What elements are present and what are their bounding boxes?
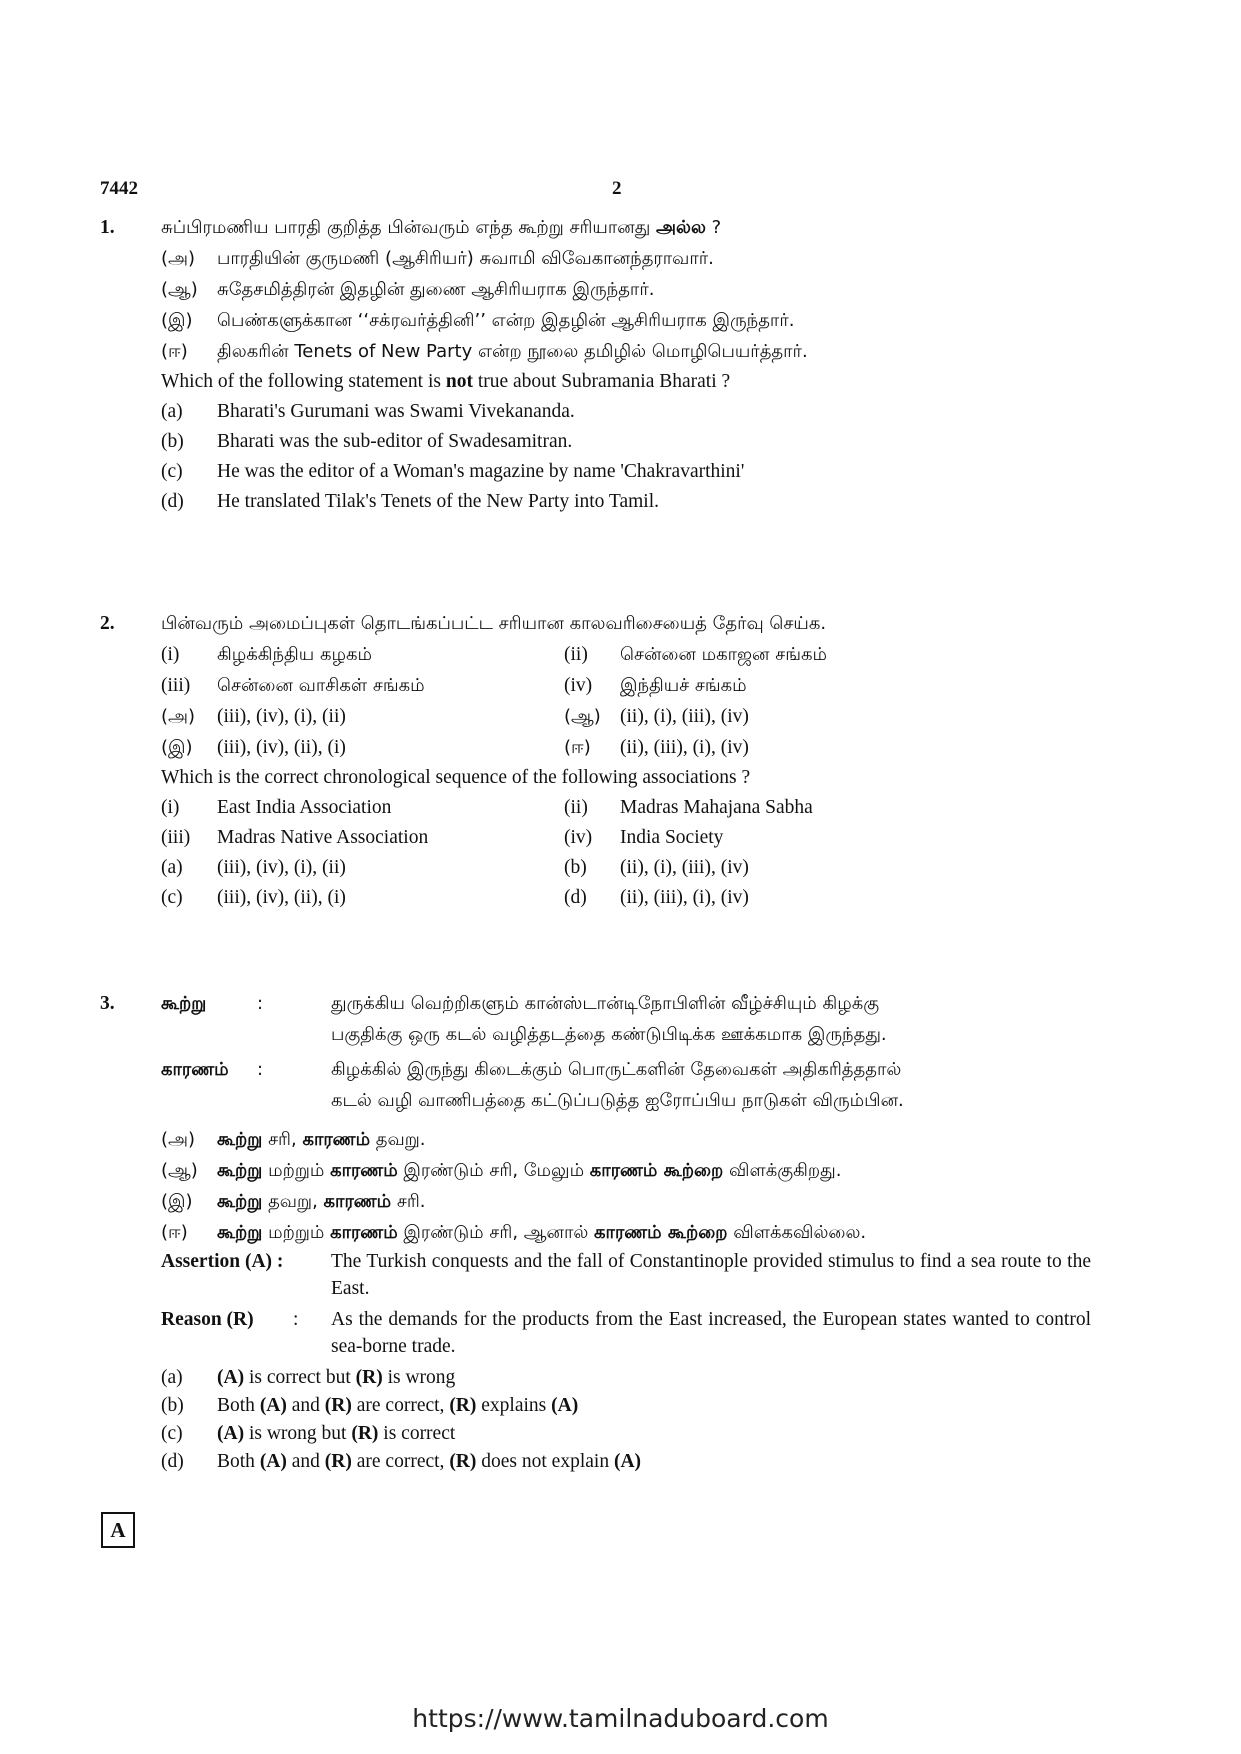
tamil-reason: காரணம் : கிழக்கில் இருந்து கிடைக்கும் பொருட்களின் தேவைகள் அதிகரித்ததால் கடல் வழி வாணிபத்தை கட்டுப்படுத்த ஐரோப்பிய நாடுகள் விரும்பின.	[161, 1059, 904, 1111]
question-body	[161, 608, 1091, 913]
tamil-assertion: கூற்று : துருக்கிய வெற்றிகளும் கான்ஸ்டான்டிநோபிளின் வீழ்ச்சியும் கிழக்கு பகுதிக்கு ஒரு கடல் வழித்தடத்தை கண்டுபிடிக்க ஊக்கமாக இருந்தது.	[161, 993, 887, 1045]
tamil-option[interactable]: (இ) கூற்று தவறு, காரணம் சரி.	[161, 1191, 426, 1212]
tamil-item-row: (i) கிழக்கிந்திய கழகம் (ii) சென்னை மகாஜன சங்கம்	[161, 644, 827, 665]
tamil-question: பின்வரும் அமைப்புகள் தொடங்கப்பட்ட சரியான காலவரிசையைத் தேர்வு செய்க.	[161, 613, 827, 634]
tamil-option[interactable]: (இ) (iii), (iv), (ii), (i)	[161, 737, 346, 758]
paper-code: 7442	[100, 178, 138, 199]
english-option[interactable]: (b) Both (A) and (R) are correct, (R) explains (A)	[161, 1395, 579, 1416]
tamil-option[interactable]: (அ) பாரதியின் குருமணி (ஆசிரியர்) சுவாமி விவேகானந்தராவார்.	[161, 248, 714, 269]
question-body	[161, 988, 1091, 1476]
tamil-option[interactable]: (அ) (iii), (iv), (i), (ii)	[161, 706, 346, 727]
tamil-option[interactable]: (ஆ) கூற்று மற்றும் காரணம் இரண்டும் சரி, மேலும் காரணம் கூற்றை விளக்குகிறது.	[161, 1160, 842, 1181]
english-option[interactable]: (c) (A) is wrong but (R) is correct	[161, 1423, 456, 1444]
english-option[interactable]: (c) He was the editor of a Woman's magazine by name 'Chakravarthini'	[161, 461, 745, 482]
english-item-row: (i) East India Association (ii) Madras Mahajana Sabha	[161, 797, 813, 818]
english-option-row	[161, 883, 1091, 913]
english-option[interactable]: (a) (A) is correct but (R) is wrong	[161, 1367, 456, 1388]
english-option-row	[161, 853, 1091, 883]
tamil-option[interactable]: (இ) பெண்களுக்கான ‘‘சக்ரவர்த்தினி’’ என்ற இதழின் ஆசிரியராக இருந்தார்.	[161, 310, 795, 331]
english-option[interactable]: (a) Bharati's Gurumani was Swami Vivekananda.	[161, 401, 575, 422]
english-option[interactable]: (c) (iii), (iv), (ii), (i)	[161, 887, 346, 908]
english-option[interactable]: (d) Both (A) and (R) are correct, (R) does not explain (A)	[161, 1451, 642, 1472]
question-number: 3.	[100, 993, 115, 1014]
tamil-option[interactable]: (ஈ) கூற்று மற்றும் காரணம் இரண்டும் சரி, ஆனால் காரணம் கூற்றை விளக்கவில்லை.	[161, 1222, 867, 1243]
tamil-option[interactable]: (ஈ) திலகரின் Tenets of New Party என்ற நூலை தமிழில் மொழிபெயர்த்தார்.	[161, 341, 808, 362]
tamil-question: சுப்பிரமணிய பாரதி குறித்த பின்வரும் எந்த கூற்று சரியானது அல்ல ?	[161, 217, 722, 238]
tamil-option[interactable]: (அ) கூற்று சரி, காரணம் தவறு.	[161, 1129, 426, 1150]
english-item-row: (iii) Madras Native Association (iv) India Society	[161, 827, 724, 848]
booklet-letter-box: A	[101, 1512, 135, 1548]
english-assertion: Assertion (A) : The Turkish conquests and the fall of Constantinople provided stimulus to find a sea route to the East.	[161, 1251, 1091, 1299]
english-question: Which of the following statement is not true about Subramania Bharati ?	[161, 371, 731, 392]
english-option[interactable]: (b) Bharati was the sub-editor of Swadesamitran.	[161, 431, 573, 452]
tamil-option-row	[161, 701, 1091, 732]
question-number: 1.	[100, 217, 115, 238]
tamil-option-row	[161, 732, 1091, 763]
tamil-option[interactable]: (ஆ) சுதேசமித்திரன் இதழின் துணை ஆசிரியராக இருந்தார்.	[161, 279, 655, 300]
english-option[interactable]: (d) He translated Tilak's Tenets of the New Party into Tamil.	[161, 491, 660, 512]
question-body	[161, 212, 1091, 517]
english-question: Which is the correct chronological sequence of the following associations ?	[161, 767, 751, 788]
tamil-option[interactable]: (ஆ) (ii), (i), (iii), (iv)	[564, 706, 749, 727]
english-option[interactable]: (d) (ii), (iii), (i), (iv)	[564, 887, 749, 908]
english-reason: Reason (R) : As the demands for the products from the East increased, the European states wanted to control sea-borne trade.	[161, 1309, 1091, 1357]
page-number: 2	[612, 178, 622, 199]
tamil-item-row: (iii) சென்னை வாசிகள் சங்கம் (iv) இந்தியச் சங்கம்	[161, 675, 747, 696]
question-number: 2.	[100, 613, 115, 634]
english-option[interactable]: (a) (iii), (iv), (i), (ii)	[161, 857, 346, 878]
footer-url[interactable]: https://www.tamilnaduboard.com	[412, 1704, 829, 1733]
english-option[interactable]: (b) (ii), (i), (iii), (iv)	[564, 857, 749, 878]
tamil-option[interactable]: (ஈ) (ii), (iii), (i), (iv)	[564, 737, 749, 758]
